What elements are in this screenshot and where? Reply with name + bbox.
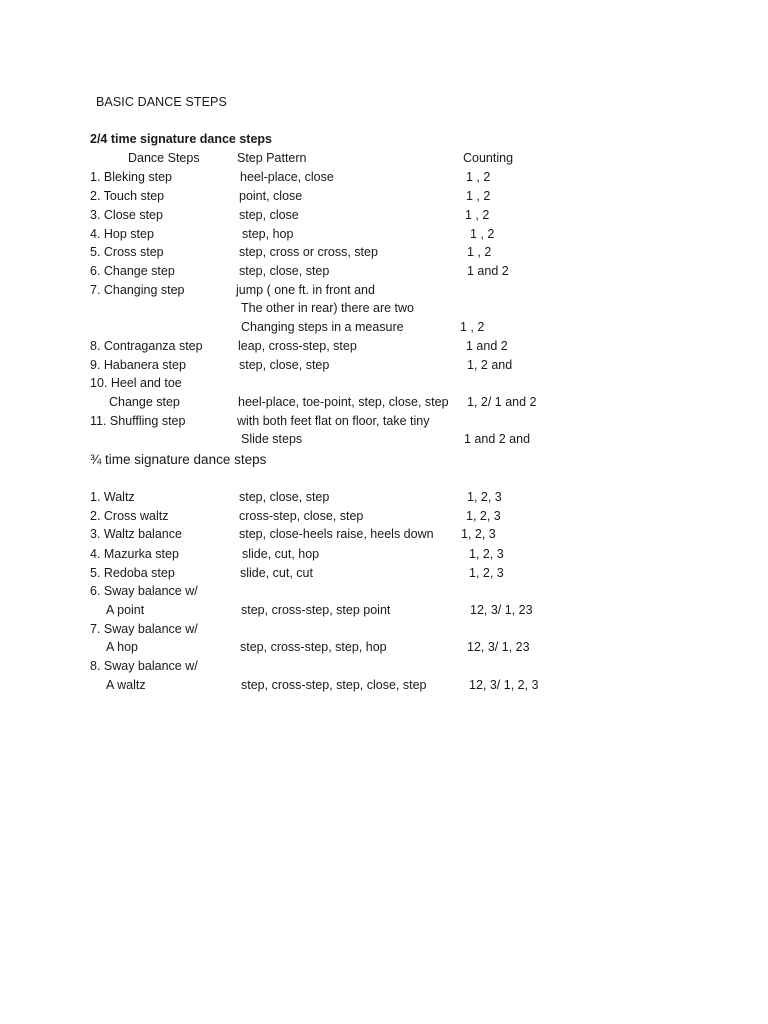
step-name: 3. Waltz balance [90, 527, 182, 541]
step-pattern: heel-place, toe-point, step, close, step [238, 395, 449, 409]
step-pattern: step, cross-step, step, close, step [241, 678, 427, 692]
step-pattern: jump ( one ft. in front and [236, 283, 375, 297]
step-count: 1 , 2 [467, 245, 492, 259]
step-pattern: cross-step, close, step [239, 509, 364, 523]
step-count: 1 , 2 [470, 227, 495, 241]
step-name: 6. Change step [90, 264, 175, 278]
step-count: 1, 2/ 1 and 2 [467, 395, 537, 409]
step-count: 1, 2, 3 [469, 566, 504, 580]
step-name: 11. Shuffling step [90, 414, 186, 428]
step-pattern: slide, cut, hop [242, 547, 320, 561]
step-name: 2. Cross waltz [90, 509, 169, 523]
step-pattern: slide, cut, cut [240, 566, 313, 580]
step-pattern: step, close, step [239, 490, 330, 504]
step-pattern: The other in rear) there are two [241, 301, 414, 315]
step-pattern: step, cross or cross, step [239, 245, 378, 259]
step-pattern: step, close, step [239, 264, 330, 278]
step-name: 1. Waltz [90, 490, 135, 504]
step-name: 7. Changing step [90, 283, 185, 297]
step-pattern: step, cross-step, step point [241, 603, 391, 617]
step-count: 1, 2, 3 [467, 490, 502, 504]
step-name: 8. Sway balance w/ [90, 659, 198, 673]
step-count: 1 and 2 and [464, 432, 531, 446]
step-count: 1, 2, 3 [466, 509, 501, 523]
step-count: 1, 2 and [467, 358, 513, 372]
step-pattern: step, close, step [239, 358, 330, 372]
step-count: 1, 2, 3 [461, 527, 496, 541]
step-name: 1. Bleking step [90, 170, 172, 184]
step-name: 8. Contraganza step [90, 339, 203, 353]
column-header-counting: Counting [463, 151, 514, 165]
section-heading-2-4: 2/4 time signature dance steps [90, 132, 273, 146]
step-name: 5. Redoba step [90, 566, 175, 580]
step-count: 1 and 2 [467, 264, 509, 278]
step-name: 4. Mazurka step [90, 547, 179, 561]
step-pattern: step, close-heels raise, heels down [239, 527, 434, 541]
step-pattern: Slide steps [241, 432, 303, 446]
step-pattern: step, hop [242, 227, 294, 241]
step-name: 5. Cross step [90, 245, 164, 259]
step-name: 10. Heel and toe [90, 376, 182, 390]
step-pattern: with both feet flat on floor, take tiny [237, 414, 430, 428]
page-title: BASIC DANCE STEPS [96, 95, 227, 109]
step-count: 12, 3/ 1, 2, 3 [469, 678, 539, 692]
step-pattern: point, close [239, 189, 303, 203]
step-name: 6. Sway balance w/ [90, 584, 198, 598]
step-name: 4. Hop step [90, 227, 154, 241]
step-name: A hop [106, 640, 138, 654]
step-pattern: step, cross-step, step, hop [240, 640, 387, 654]
step-name: Change step [109, 395, 180, 409]
section-heading-3-4: ¾ time signature dance steps [90, 452, 267, 467]
step-pattern: step, close [239, 208, 299, 222]
step-count: 1 , 2 [465, 208, 490, 222]
step-count: 1 , 2 [466, 170, 491, 184]
step-name: 9. Habanera step [90, 358, 186, 372]
step-name: 7. Sway balance w/ [90, 622, 198, 636]
column-header-dance-steps: Dance Steps [128, 151, 200, 165]
step-pattern: leap, cross-step, step [238, 339, 357, 353]
step-name: 2. Touch step [90, 189, 165, 203]
step-count: 12, 3/ 1, 23 [467, 640, 530, 654]
step-pattern: heel-place, close [240, 170, 334, 184]
step-pattern: Changing steps in a measure [241, 320, 404, 334]
step-count: 1 , 2 [460, 320, 485, 334]
step-name: A waltz [106, 678, 146, 692]
step-count: 12, 3/ 1, 23 [470, 603, 533, 617]
step-name: A point [106, 603, 145, 617]
step-count: 1, 2, 3 [469, 547, 504, 561]
step-count: 1 , 2 [466, 189, 491, 203]
step-name: 3. Close step [90, 208, 163, 222]
step-count: 1 and 2 [466, 339, 508, 353]
column-header-step-pattern: Step Pattern [237, 151, 307, 165]
